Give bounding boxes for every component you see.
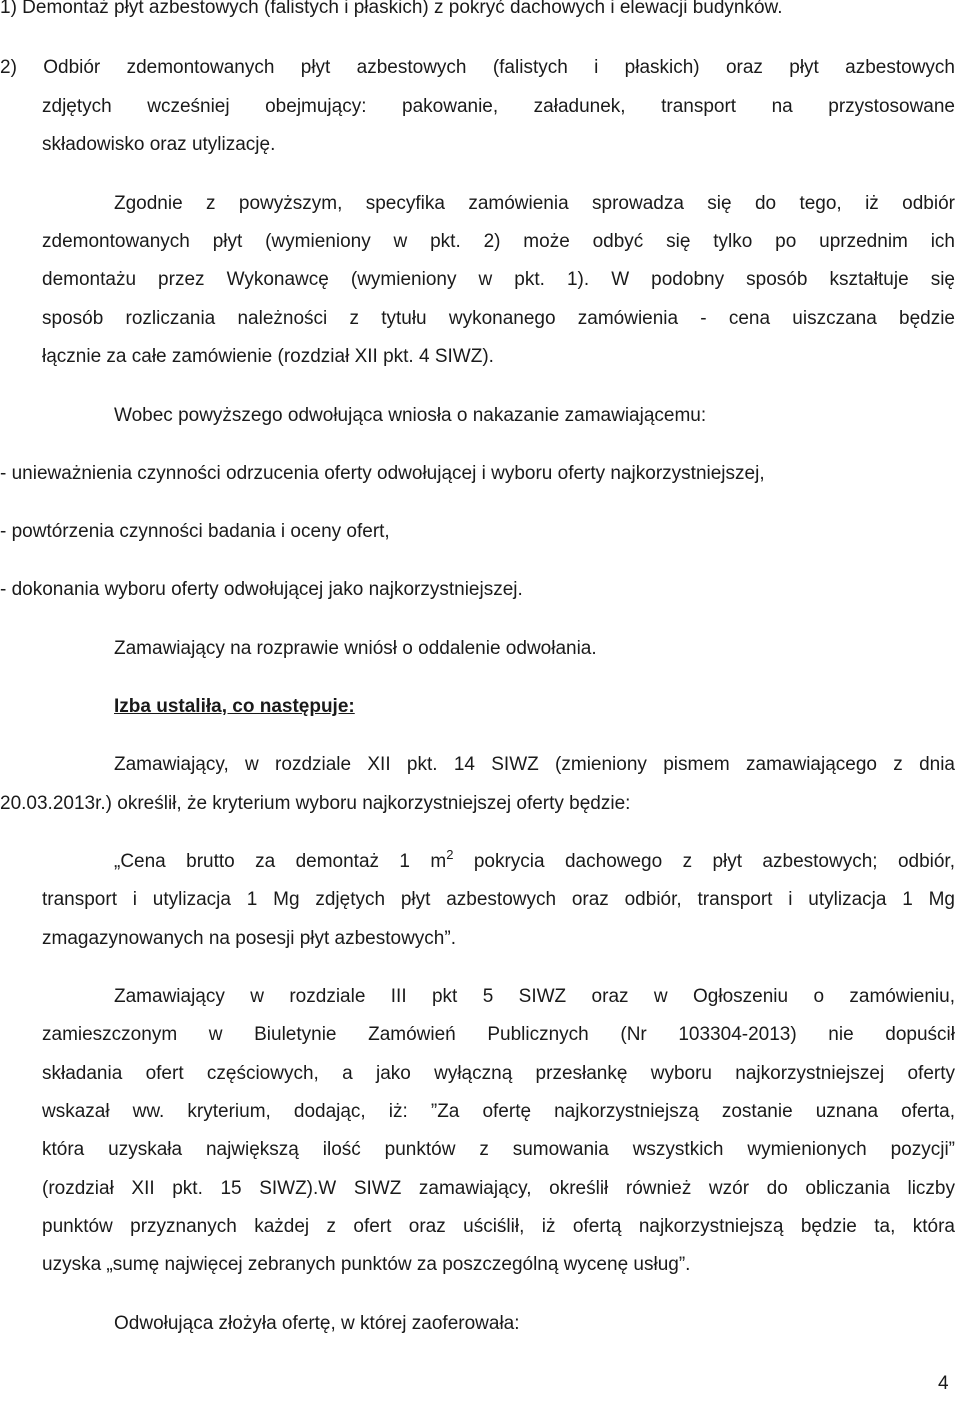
- quote-line-1: [114, 847, 955, 874]
- paragraph-iii-line-5: która uzyskała największą ilość punktów z sumowania wszystkich wymienionych pozycji”: [42, 1139, 955, 1160]
- quote-line-2: transport i utylizacja 1 Mg zdjętych płyt azbestowych oraz odbiór, transport i utylizacja 1 Mg: [42, 889, 955, 910]
- paragraph-iii-line-4: wskazał ww. kryterium, dodając, iż: ”Za ofertę najkorzystniejszą zostanie uznana oferta,: [42, 1101, 955, 1122]
- page-number: 4: [938, 1373, 949, 1394]
- list-item-2-line-2: zdjętych wcześniej obejmujący: pakowanie, załadunek, transport na przystosowane: [42, 96, 955, 117]
- dash-item-2: - powtórzenia czynności badania i oceny ofert,: [0, 521, 390, 542]
- list-item-2-line-3: składowisko oraz utylizację.: [42, 134, 276, 155]
- quote-superscript: 2: [446, 847, 454, 862]
- dash-item-1: - unieważnienia czynności odrzucenia oferty odwołującej i wyboru oferty najkorzystniejszej,: [0, 463, 765, 484]
- list-item-2-line-1: 2) Odbiór zdemontowanych płyt azbestowych (falistych i płaskich) oraz płyt azbestowych: [0, 57, 955, 78]
- paragraph-zgodnie-line-2: zdemontowanych płyt (wymieniony w pkt. 2) może odbyć się tylko po uprzednim ich: [42, 231, 955, 252]
- paragraph-wobec: Wobec powyższego odwołująca wniosła o nakazanie zamawiającemu:: [114, 405, 707, 426]
- section-heading: Izba ustaliła, co następuje:: [114, 696, 355, 717]
- paragraph-iii-line-2: zamieszczonym w Biuletynie Zamówień Publicznych (Nr 103304-2013) nie dopuścił: [42, 1024, 955, 1045]
- paragraph-xii-line-2: 20.03.2013r.) określił, że kryterium wyboru najkorzystniejszej oferty będzie:: [0, 793, 631, 814]
- paragraph-iii-line-6: (rozdział XII pkt. 15 SIWZ).W SIWZ zamawiający, określił również wzór do obliczania liczby: [42, 1178, 955, 1199]
- paragraph-iii-line-3: składania ofert częściowych, a jako wyłączną przesłankę wyboru najkorzystniejszej oferty: [42, 1063, 955, 1084]
- quote-line-1-end: pokrycia dachowego z płyt azbestowych; odbiór,: [453, 851, 955, 872]
- paragraph-zgodnie-line-4: sposób rozliczania należności z tytułu wykonanego zamówienia - cena uiszczana będzie: [42, 308, 955, 329]
- paragraph-oferta: Odwołująca złożyła ofertę, w której zaoferowała:: [114, 1313, 520, 1334]
- quote-line-1-start: „Cena brutto za demontaż 1 m: [114, 851, 447, 872]
- paragraph-zgodnie-line-3: demontażu przez Wykonawcę (wymieniony w pkt. 1). W podobny sposób kształtuje się: [42, 269, 955, 290]
- list-item-1: 1) Demontaż płyt azbestowych (falistych i płaskich) z pokryć dachowych i elewacji budynków.: [0, 0, 783, 18]
- paragraph-iii-line-1: Zamawiający w rozdziale III pkt 5 SIWZ oraz w Ogłoszeniu o zamówieniu,: [114, 986, 955, 1007]
- paragraph-zgodnie-line-5: łącznie za całe zamówienie (rozdział XII pkt. 4 SIWZ).: [42, 346, 494, 367]
- paragraph-xii-line-1: Zamawiający, w rozdziale XII pkt. 14 SIWZ (zmieniony pismem zamawiającego z dnia: [114, 754, 955, 775]
- paragraph-zgodnie-line-1: Zgodnie z powyższym, specyfika zamówienia sprowadza się do tego, iż odbiór: [114, 193, 955, 214]
- quote-line-3: zmagazynowanych na posesji płyt azbestowych”.: [42, 928, 456, 949]
- paragraph-iii-line-8: uzyska „sumę najwięcej zebranych punktów za poszczególną wycenę usług”.: [42, 1254, 691, 1275]
- dash-item-3: - dokonania wyboru oferty odwołującej jako najkorzystniejszej.: [0, 579, 523, 600]
- paragraph-iii-line-7: punktów przyznanych każdej z ofert oraz uściślił, iż ofertą najkorzystniejszą będzie ta, która: [42, 1216, 955, 1237]
- paragraph-oddalenie: Zamawiający na rozprawie wniósł o oddalenie odwołania.: [114, 638, 597, 659]
